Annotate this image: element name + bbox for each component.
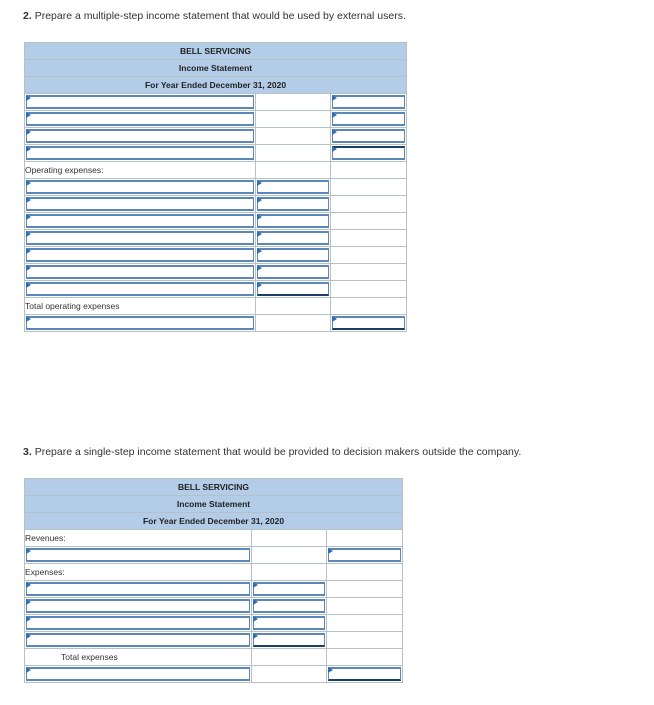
dropdown-arrow-icon	[26, 548, 31, 554]
dropdown-arrow-icon	[26, 146, 31, 152]
expenses-label: Expenses:	[25, 564, 252, 581]
dropdown-arrow-icon	[328, 667, 333, 673]
net-income-account-select[interactable]	[25, 666, 252, 683]
dropdown-arrow-icon	[26, 248, 31, 254]
dropdown-arrow-icon	[26, 112, 31, 118]
dropdown-arrow-icon	[328, 548, 333, 554]
dropdown-arrow-icon	[253, 633, 258, 639]
opex-row1-amount-input[interactable]	[256, 179, 331, 196]
dropdown-arrow-icon	[332, 316, 337, 322]
dropdown-arrow-icon	[332, 95, 337, 101]
dropdown-arrow-icon	[253, 599, 258, 605]
dropdown-arrow-icon	[332, 129, 337, 135]
revenue-amount-input[interactable]	[327, 547, 403, 564]
opex-row5-amount-input[interactable]	[256, 247, 331, 264]
expense-row2-account-select[interactable]	[25, 598, 252, 615]
stmt1-final-amount-input[interactable]	[331, 315, 407, 332]
dropdown-arrow-icon	[26, 599, 31, 605]
dropdown-arrow-icon	[332, 112, 337, 118]
expense-row2-amount-input[interactable]	[252, 598, 327, 615]
dropdown-arrow-icon	[26, 95, 31, 101]
opex-row3-amount-input[interactable]	[256, 213, 331, 230]
stmt1-period: For Year Ended December 31, 2020	[25, 77, 407, 94]
stmt2-title: Income Statement	[25, 496, 403, 513]
opex-row3-account-select[interactable]	[25, 213, 256, 230]
revenue-account-select[interactable]	[25, 547, 252, 564]
question-3-number: 3.	[23, 446, 32, 458]
dropdown-arrow-icon	[257, 265, 262, 271]
stmt1-final-account-select[interactable]	[25, 315, 256, 332]
dropdown-arrow-icon	[26, 667, 31, 673]
multi-step-income-statement	[24, 42, 407, 332]
opex-row4-account-select[interactable]	[25, 230, 256, 247]
question-2-text: Prepare a multiple-step income statement that would be used by external users.	[34, 10, 406, 22]
expense-row3-account-select[interactable]	[25, 615, 252, 632]
dropdown-arrow-icon	[257, 282, 262, 288]
question-3	[23, 446, 521, 458]
expense-row3-amount-input[interactable]	[252, 615, 327, 632]
dropdown-arrow-icon	[257, 231, 262, 237]
dropdown-arrow-icon	[26, 582, 31, 588]
stmt2-period: For Year Ended December 31, 2020	[25, 513, 403, 530]
dropdown-arrow-icon	[26, 129, 31, 135]
stmt1-row4-account-select[interactable]	[25, 145, 256, 162]
question-2-number: 2.	[23, 10, 32, 22]
total-expenses-label: Total expenses	[25, 649, 252, 666]
opex-row7-amount-input[interactable]	[256, 281, 331, 298]
stmt1-row3-amount-input[interactable]	[331, 128, 407, 145]
dropdown-arrow-icon	[26, 180, 31, 186]
stmt1-company: BELL SERVICING	[25, 43, 407, 60]
stmt1-row4-amount-input[interactable]	[331, 145, 407, 162]
stmt1-row2-amount-input[interactable]	[331, 111, 407, 128]
opex-row1-account-select[interactable]	[25, 179, 256, 196]
expense-row1-account-select[interactable]	[25, 581, 252, 598]
dropdown-arrow-icon	[253, 582, 258, 588]
stmt1-row2-account-select[interactable]	[25, 111, 256, 128]
stmt2-company: BELL SERVICING	[25, 479, 403, 496]
expense-row4-account-select[interactable]	[25, 632, 252, 649]
expense-row4-amount-input[interactable]	[252, 632, 327, 649]
net-income-amount-input[interactable]	[327, 666, 403, 683]
dropdown-arrow-icon	[26, 231, 31, 237]
revenues-label: Revenues:	[25, 530, 252, 547]
dropdown-arrow-icon	[332, 146, 337, 152]
dropdown-arrow-icon	[253, 616, 258, 622]
dropdown-arrow-icon	[257, 248, 262, 254]
operating-expenses-label: Operating expenses:	[25, 162, 256, 179]
opex-row7-account-select[interactable]	[25, 281, 256, 298]
stmt1-title: Income Statement	[25, 60, 407, 77]
opex-row2-amount-input[interactable]	[256, 196, 331, 213]
opex-row6-account-select[interactable]	[25, 264, 256, 281]
question-2	[23, 10, 406, 22]
opex-row5-account-select[interactable]	[25, 247, 256, 264]
dropdown-arrow-icon	[257, 180, 262, 186]
question-3-text: Prepare a single-step income statement that would be provided to decision makers outside the company.	[34, 446, 522, 458]
dropdown-arrow-icon	[26, 633, 31, 639]
opex-row2-account-select[interactable]	[25, 196, 256, 213]
stmt1-row1-account-select[interactable]	[25, 94, 256, 111]
single-step-income-statement	[24, 478, 403, 683]
total-operating-expenses-label: Total operating expenses	[25, 298, 256, 315]
expense-row1-amount-input[interactable]	[252, 581, 327, 598]
stmt1-row1-amount-input[interactable]	[331, 94, 407, 111]
dropdown-arrow-icon	[26, 616, 31, 622]
dropdown-arrow-icon	[26, 265, 31, 271]
dropdown-arrow-icon	[26, 282, 31, 288]
dropdown-arrow-icon	[257, 214, 262, 220]
dropdown-arrow-icon	[26, 316, 31, 322]
opex-row6-amount-input[interactable]	[256, 264, 331, 281]
stmt1-row3-account-select[interactable]	[25, 128, 256, 145]
opex-row4-amount-input[interactable]	[256, 230, 331, 247]
dropdown-arrow-icon	[26, 214, 31, 220]
dropdown-arrow-icon	[26, 197, 31, 203]
dropdown-arrow-icon	[257, 197, 262, 203]
